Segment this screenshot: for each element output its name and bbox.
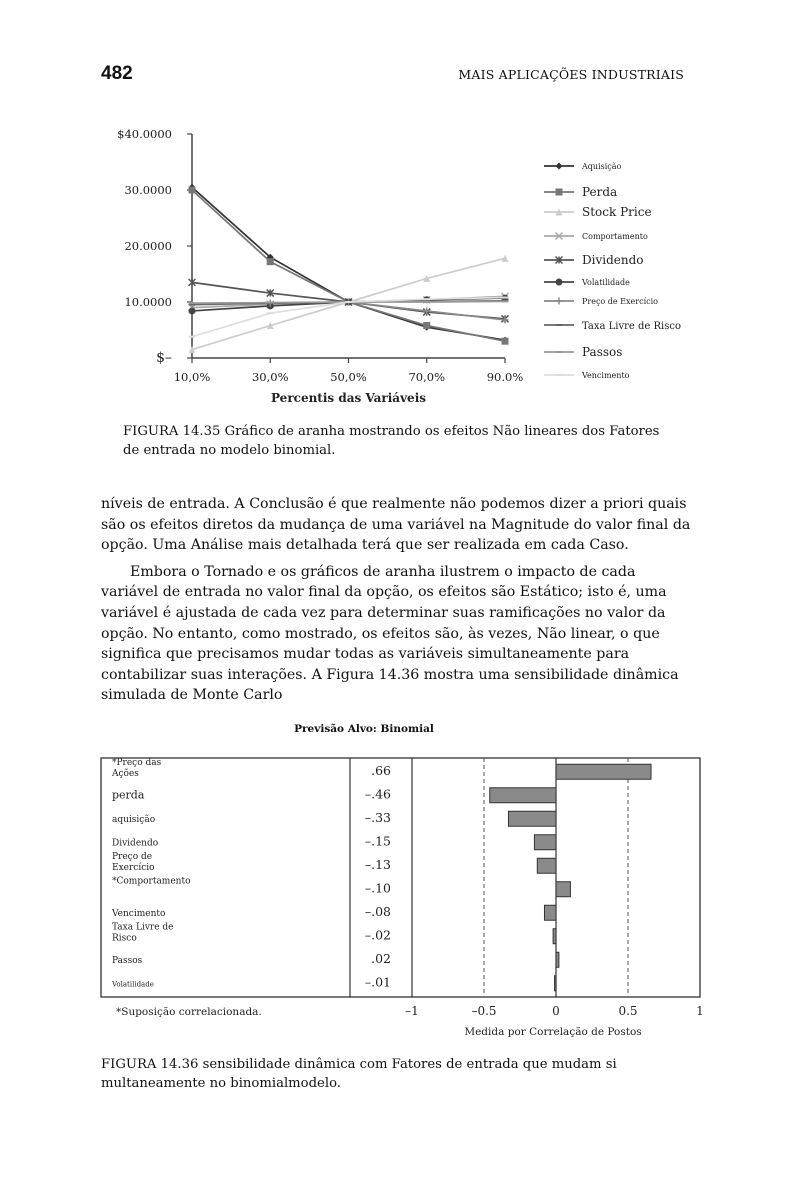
row-label: Dividendo bbox=[112, 838, 159, 849]
x-tick-label: 0.5 bbox=[618, 1004, 638, 1018]
legend-label: Stock Price bbox=[582, 205, 652, 219]
row-label: Preço de Exercício bbox=[112, 851, 155, 873]
sensitivity-row bbox=[111, 974, 556, 991]
row-value: –.01 bbox=[364, 974, 391, 990]
legend-label: Comportamento bbox=[582, 232, 648, 241]
legend-marker bbox=[556, 279, 563, 286]
y-tick-label: $40.0000 bbox=[117, 127, 172, 141]
correlation-bar bbox=[537, 858, 556, 873]
sensitivity-row bbox=[111, 758, 651, 780]
sensitivity-footnote: *Suposição correlacionada. bbox=[116, 1006, 262, 1018]
correlation-bar bbox=[490, 788, 556, 803]
series-path bbox=[192, 187, 505, 340]
x-tick-label: 70,0% bbox=[408, 370, 446, 384]
row-value: .02 bbox=[371, 950, 391, 966]
y-tick-label: 30.0000 bbox=[124, 183, 172, 197]
x-tick-label: 10,0% bbox=[173, 370, 211, 384]
legend-label: Perda bbox=[582, 185, 618, 199]
sensitivity-row bbox=[112, 852, 556, 874]
running-header: MAIS APLICAÇÕES INDUSTRIAIS bbox=[458, 67, 684, 82]
x-tick-label: 50,0% bbox=[330, 370, 367, 384]
figure-14-36-caption: FIGURA 14.36 sensibilidade dinâmica com Fatores de entrada que mudam si multaneamente no binomialmodelo. bbox=[101, 1057, 617, 1091]
series-line bbox=[189, 184, 509, 344]
y-tick-label: $– bbox=[156, 350, 172, 366]
legend-entry bbox=[544, 278, 630, 287]
legend-marker bbox=[556, 298, 563, 305]
legend-entry bbox=[544, 321, 681, 332]
row-label: *Preço das Ações bbox=[112, 757, 162, 779]
row-value: –.33 bbox=[364, 809, 391, 825]
correlation-bar bbox=[556, 764, 651, 779]
x-tick-label: –0.5 bbox=[471, 1004, 497, 1018]
row-value: –.13 bbox=[364, 856, 391, 872]
row-label: Taxa Livre de Risco bbox=[112, 922, 174, 944]
series-line bbox=[189, 187, 509, 345]
legend-label: Passos bbox=[582, 345, 623, 359]
body-text bbox=[101, 494, 691, 706]
series-path bbox=[192, 190, 505, 341]
row-label: aquisição bbox=[112, 814, 156, 825]
data-point bbox=[423, 307, 430, 314]
legend-entry bbox=[544, 371, 630, 380]
legend-label: Volatilidade bbox=[582, 278, 630, 287]
correlation-bar bbox=[534, 835, 556, 850]
x-tick-label: 90.0% bbox=[486, 370, 524, 384]
row-label: perda bbox=[112, 788, 145, 802]
y-tick-label: 20.0000 bbox=[124, 239, 172, 253]
legend-marker bbox=[556, 163, 563, 170]
x-tick-label: 1 bbox=[696, 1004, 704, 1018]
correlation-bar bbox=[555, 976, 557, 991]
legend-entry bbox=[544, 345, 622, 359]
legend-entry bbox=[544, 232, 648, 241]
row-label: Volatilidade bbox=[112, 980, 154, 989]
sensitivity-row bbox=[111, 904, 556, 921]
data-point bbox=[267, 258, 274, 265]
paragraph-1: níveis de entrada. A Conclusão é que realmente não podemos dizer a priori quais são os efeitos diretos da mudança de uma variável na Magnitude do valor final da opção. Uma Análise mais detalhada terá que ser realizada em cada Caso. bbox=[101, 496, 691, 554]
page-number: 482 bbox=[101, 63, 133, 84]
x-tick-label: –1 bbox=[405, 1004, 419, 1018]
x-axis-label: Percentis das Variáveis bbox=[270, 391, 427, 405]
legend-entry bbox=[544, 185, 617, 199]
sensitivity-row bbox=[112, 833, 556, 850]
sensitivity-row bbox=[112, 876, 570, 897]
data-point bbox=[502, 316, 509, 323]
sensitivity-frame bbox=[101, 758, 700, 997]
data-point bbox=[423, 322, 430, 329]
spider-chart bbox=[0, 120, 800, 420]
paragraph-2: Embora o Tornado e os gráficos de aranha ilustrem o impacto de cada variável de entrada no valor final da opção, os efeitos são Estático; isto é, uma variável é ajustada de cada vez para determinar suas ramificações no valor da opção. No entanto, como mostrado, os efeitos são, às vezes, Não linear, o que significa que precisamos mudar todas as variáveis simultaneamente para contabilizar suas interações. A Figura 14.36 mostra uma sensibilidade dinâmica simulada de Monte Carlo bbox=[101, 563, 679, 704]
row-label: *Comportamento bbox=[112, 876, 191, 887]
x-axis-label: Medida por Correlação de Postos bbox=[464, 1026, 642, 1038]
row-value: –.15 bbox=[364, 833, 391, 849]
correlation-bar bbox=[544, 905, 556, 920]
legend-label: Vencimento bbox=[582, 371, 630, 380]
data-point bbox=[189, 187, 196, 194]
figure-14-35-caption: FIGURA 14.35 Gráfico de aranha mostrando os efeitos Não lineares dos Fatores de entrada no modelo binomial. bbox=[123, 424, 660, 458]
legend-marker bbox=[556, 189, 563, 196]
legend-entry bbox=[544, 297, 658, 306]
sensitivity-row bbox=[112, 786, 556, 803]
y-tick-label: 10.0000 bbox=[124, 295, 172, 309]
correlation-bar bbox=[556, 952, 559, 967]
row-value: –.10 bbox=[364, 880, 391, 896]
legend-entry bbox=[544, 162, 622, 171]
row-value: –.08 bbox=[364, 903, 391, 919]
legend-entry bbox=[544, 253, 644, 267]
row-label: Passos bbox=[112, 955, 143, 966]
row-value: –.46 bbox=[364, 786, 391, 802]
sensitivity-row bbox=[112, 951, 559, 968]
correlation-bar bbox=[556, 882, 570, 897]
legend-label: Aquisição bbox=[582, 162, 622, 171]
legend-label: Dividendo bbox=[582, 253, 644, 267]
sensitivity-title: Previsão Alvo: Binomial bbox=[294, 723, 434, 735]
data-point bbox=[502, 338, 509, 345]
row-value: .66 bbox=[371, 762, 391, 778]
correlation-bar bbox=[553, 929, 556, 944]
row-label: Vencimento bbox=[112, 908, 166, 919]
legend-entry bbox=[544, 205, 652, 219]
x-tick-label: 30,0% bbox=[251, 370, 289, 384]
row-value: –.02 bbox=[364, 927, 391, 943]
sensitivity-chart bbox=[0, 715, 800, 1045]
correlation-bar bbox=[508, 811, 556, 826]
data-point bbox=[189, 307, 196, 314]
sensitivity-row bbox=[112, 922, 556, 944]
sensitivity-row bbox=[112, 810, 556, 827]
legend-label: Taxa Livre de Risco bbox=[582, 321, 681, 332]
legend-label: Preço de Exercício bbox=[582, 297, 658, 306]
x-tick-label: 0 bbox=[552, 1004, 560, 1018]
